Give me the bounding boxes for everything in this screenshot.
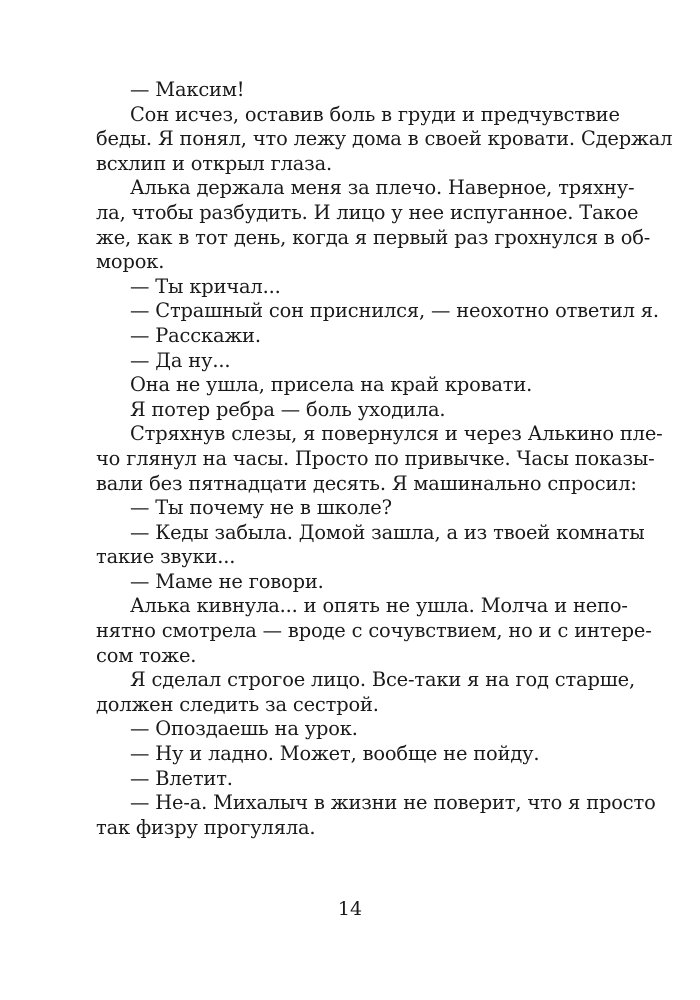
text-line: такие звуки... xyxy=(96,545,236,569)
text-line: беды. Я понял, что лежу дома в своей кровати. Сдержал xyxy=(96,127,673,151)
text-line: — Опоздаешь на урок. xyxy=(130,717,358,741)
text-line: Алька кивнула... и опять не ушла. Молча и непо- xyxy=(130,594,628,618)
text-line: ла, чтобы разбудить. И лицо у нее испуганное. Такое xyxy=(96,200,639,224)
text-line: — Ну и ладно. Может, вообще не пойду. xyxy=(130,742,540,766)
text-line: — Кеды забыла. Домой зашла, а из твоей комнаты xyxy=(130,520,645,544)
text-line: Сон исчез, оставив боль в груди и предчувствие xyxy=(130,102,620,126)
text-line: Я потер ребра — боль уходила. xyxy=(130,397,446,421)
text-line: — Влетит. xyxy=(130,766,233,790)
text-line: Она не ушла, присела на край кровати. xyxy=(130,373,533,397)
text-line: всхлип и открыл глаза. xyxy=(96,151,333,175)
text-line: — Маме не говори. xyxy=(130,569,324,593)
text-line: — Не-а. Михалыч в жизни не поверит, что я просто xyxy=(130,791,656,815)
text-line: морок. xyxy=(96,250,165,274)
text-line: Алька держала меня за плечо. Наверное, тряхну- xyxy=(130,176,635,200)
text-line: Стряхнув слезы, я повернулся и через Алькино пле- xyxy=(130,422,663,446)
text-line: — Да ну... xyxy=(130,348,231,372)
text-line: нятно смотрела — вроде с сочувствием, но и с интере- xyxy=(96,619,652,643)
text-line: Я сделал строгое лицо. Все-таки я на год старше, xyxy=(130,668,635,692)
text-line: так физру прогуляла. xyxy=(96,815,316,839)
text-line: — Страшный сон приснился, — неохотно ответил я. xyxy=(130,299,659,323)
text-line: — Расскажи. xyxy=(130,323,261,347)
text-line: — Ты кричал... xyxy=(130,274,281,298)
text-line: должен следить за сестрой. xyxy=(96,692,379,716)
text-line: чо глянул на часы. Просто по привычке. Часы показы- xyxy=(96,446,655,470)
text-line: — Ты почему не в школе? xyxy=(130,496,392,520)
text-line: — Максим! xyxy=(130,78,245,101)
page-number: 14 xyxy=(337,898,363,920)
page-text xyxy=(96,78,673,840)
text-line: же, как в тот день, когда я первый раз грохнулся в об- xyxy=(96,225,651,249)
text-line: вали без пятнадцати десять. Я машинально спросил: xyxy=(96,471,637,495)
text-line: сом тоже. xyxy=(96,643,197,667)
